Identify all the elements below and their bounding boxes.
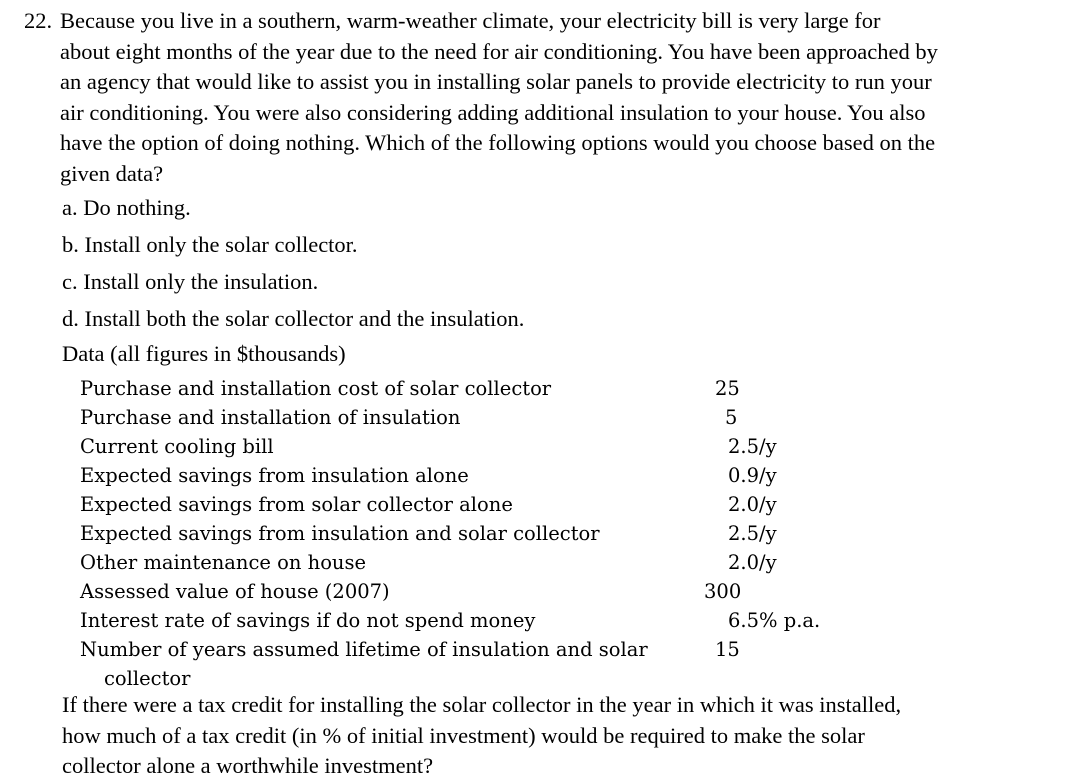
- table-row: [80, 635, 880, 690]
- row-label: Current cooling bill: [80, 435, 274, 458]
- table-row: [80, 490, 880, 519]
- question-line: air conditioning. You were also considering adding additional insulation to your house. You also: [60, 99, 926, 125]
- question-text: [24, 6, 1074, 189]
- row-label: Assessed value of house (2007): [80, 580, 390, 603]
- followup-line: collector alone a worthwhile investment?: [62, 753, 434, 778]
- table-row: [80, 403, 880, 432]
- table-row: [80, 461, 880, 490]
- followup-question: [62, 690, 901, 782]
- row-value: 6.5% p.a.: [728, 609, 821, 632]
- row-value: 15: [715, 638, 740, 661]
- question-line: about eight months of the year due to the need for air conditioning. You have been approached by: [60, 38, 938, 64]
- row-label: Purchase and installation cost of solar collector: [80, 377, 552, 400]
- row-label: Number of years assumed lifetime of insulation and solar: [80, 638, 648, 661]
- row-label: Expected savings from solar collector alone: [80, 493, 513, 516]
- row-value: 300: [704, 580, 742, 603]
- question-line: have the option of doing nothing. Which of the following options would you choose based on the: [60, 130, 936, 155]
- question-line: 22. Because you live in a southern, warm-weather climate, your electricity bill is very large for: [24, 6, 1074, 37]
- table-row: [80, 577, 880, 606]
- question-line: an agency that would like to assist you in installing solar panels to provide electricity to run your: [60, 69, 932, 94]
- answer-options: [62, 193, 524, 341]
- option-d: d. Install both the solar collector and the insulation.: [62, 306, 525, 331]
- row-label-continuation: collector: [104, 667, 191, 690]
- question-line: given data?: [60, 160, 164, 186]
- row-value: 2.0/y: [728, 493, 777, 516]
- row-label: Expected savings from insulation and solar collector: [80, 522, 600, 545]
- table-row: [80, 606, 880, 635]
- option-c: c. Install only the insulation.: [62, 269, 319, 294]
- row-value: 0.9/y: [728, 464, 777, 487]
- row-label: Other maintenance on house: [80, 551, 367, 574]
- question-number: 22.: [24, 8, 53, 33]
- row-value: 2.5/y: [728, 435, 777, 458]
- table-row: [80, 374, 880, 403]
- option-a: a. Do nothing.: [62, 195, 191, 220]
- option-b: b. Install only the solar collector.: [62, 232, 358, 257]
- followup-line: how much of a tax credit (in % of initial investment) would be required to make the solar: [62, 722, 865, 748]
- table-row: [80, 519, 880, 548]
- row-value: 2.5/y: [728, 522, 777, 545]
- row-label: Expected savings from insulation alone: [80, 464, 469, 487]
- followup-line: If there were a tax credit for installing the solar collector in the year in which it was installed,: [62, 692, 902, 717]
- row-label: Interest rate of savings if do not spend money: [80, 609, 536, 632]
- row-value: 5: [725, 406, 738, 429]
- table-row: [80, 548, 880, 577]
- data-table: [80, 374, 880, 690]
- row-value: 25: [715, 377, 740, 400]
- row-label: Purchase and installation of insulation: [80, 406, 461, 429]
- data-title: Data (all figures in $thousands): [62, 341, 346, 366]
- table-row: [80, 432, 880, 461]
- row-value: 2.0/y: [728, 551, 777, 574]
